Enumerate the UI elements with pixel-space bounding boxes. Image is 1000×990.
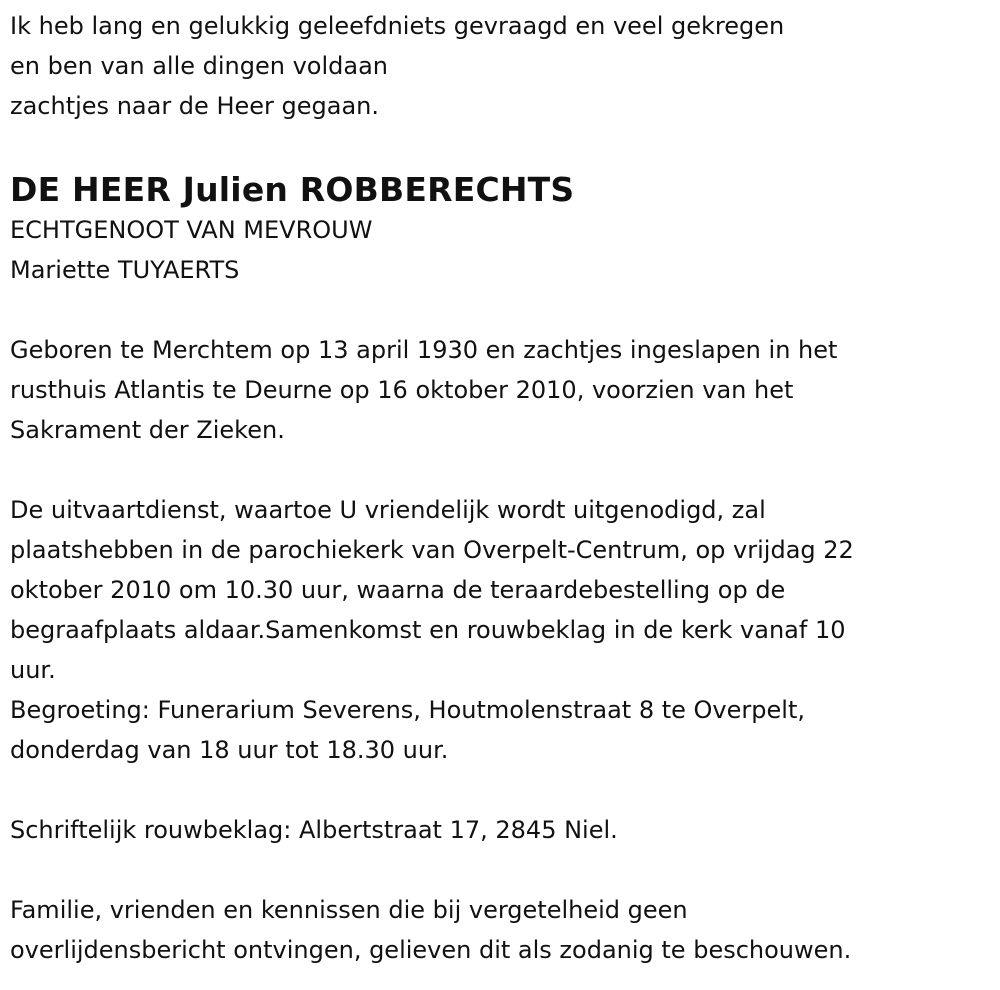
paragraph-line: begraafplaats aldaar.Samenkomst en rouwbeklag in de kerk vanaf 10 — [10, 616, 846, 644]
birth-death-paragraph — [10, 330, 990, 450]
paragraph-line: De uitvaartdienst, waartoe U vriendelijk wordt uitgenodigd, zal — [10, 496, 766, 524]
poem-line: Ik heb lang en gelukkig geleefdniets gevraagd en veel gekregen — [10, 12, 785, 40]
paragraph-line: uur. — [10, 656, 56, 684]
funeral-paragraph — [10, 490, 990, 770]
paragraph-line: overlijdensbericht ontvingen, gelieven dit als zodanig te beschouwen. — [10, 936, 852, 964]
paragraph-line: Begroeting: Funerarium Severens, Houtmolenstraat 8 te Overpelt, — [10, 696, 805, 724]
paragraph-line: Sakrament der Zieken. — [10, 416, 285, 444]
death-notice — [10, 6, 990, 970]
poem — [10, 6, 990, 126]
paragraph-line: plaatshebben in de parochiekerk van Overpelt-Centrum, op vrijdag 22 — [10, 536, 854, 564]
paragraph-line: Familie, vrienden en kennissen die bij vergetelheid geen — [10, 896, 688, 924]
relation-text: ECHTGENOOT VAN MEVROUW — [10, 216, 373, 244]
paragraph-line: donderdag van 18 uur tot 18.30 uur. — [10, 736, 449, 764]
condolence-address: Schriftelijk rouwbeklag: Albertstraat 17, 2845 Niel. — [10, 816, 618, 844]
paragraph-line: oktober 2010 om 10.30 uur, waarna de teraardebestelling op de — [10, 576, 786, 604]
poem-line: zachtjes naar de Heer gegaan. — [10, 92, 379, 120]
deceased-block — [10, 170, 990, 290]
paragraph-line: rusthuis Atlantis te Deurne op 16 oktober 2010, voorzien van het — [10, 376, 794, 404]
poem-line: en ben van alle dingen voldaan — [10, 52, 388, 80]
paragraph-line: Geboren te Merchtem op 13 april 1930 en zachtjes ingeslapen in het — [10, 336, 838, 364]
spouse-name: Mariette TUYAERTS — [10, 256, 240, 284]
closing-paragraph — [10, 890, 990, 970]
deceased-name: DE HEER Julien ROBBERECHTS — [10, 170, 575, 209]
